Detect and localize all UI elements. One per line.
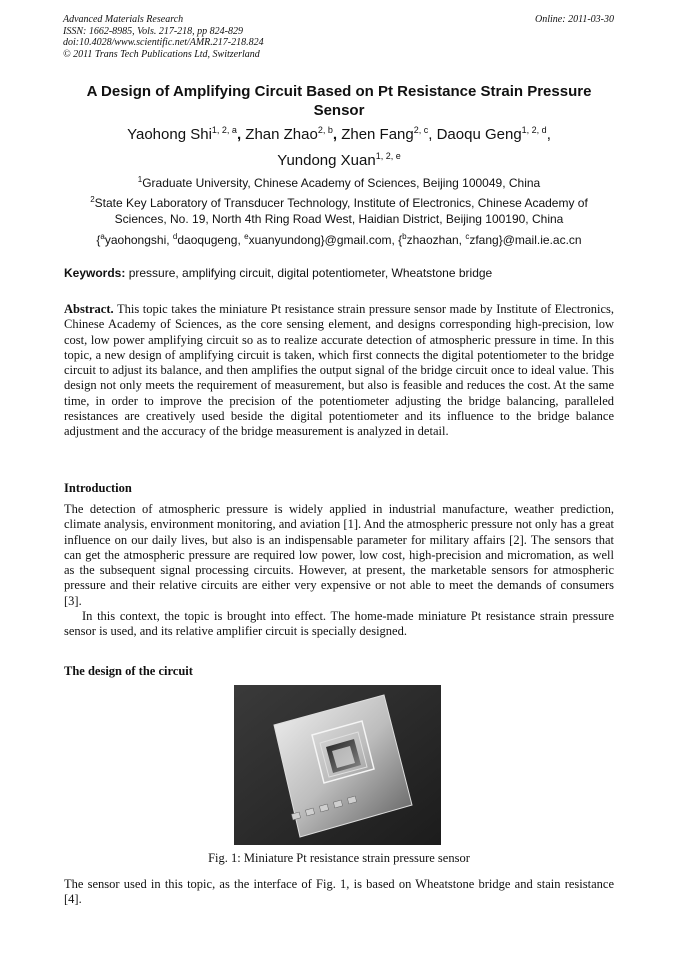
author-superscript: 1, 2, a [211,125,237,135]
affiliation-2: $^2$State Key Laboratory of Transducer Technology, Institute of Electronics, Chinese Academy of Sciences, No. 19, North 4th Ring Road West, Haidian District, Beijing 100190, China [90,195,588,226]
paragraph: The detection of atmospheric pressure is widely applied in industrial manufacture, weather prediction, climate analysis, environment monitoring, and aviation [1]. And the atmospheric pressure not only has a great influence on our daily lives, but also is an indispensable parameter for military affairs [2]. The sensors that can get the atmospheric pressure are required low power, low cost, high-precision and micromation, as well as the subsequent signal processing circuits. However, at present, the marketable sensors for atmospheric pressure and their relative circuits are either very expensive or not able to meet the demands of consumers [3]. [64,502,614,608]
author-name: Yaohong Shi [127,126,212,143]
author-superscript: 2, b [317,125,333,135]
affiliation-1: $^1$Graduate University, Chinese Academy of Sciences, Beijing 100049, China [137,175,541,190]
design-text: The sensor used in this topic, as the interface of Fig. 1, is based on Wheatstone bridge and stain resistance [4]. [64,877,614,907]
section-heading-introduction: Introduction [64,481,132,495]
author-superscript: 1, 2, d [521,125,547,135]
author-list: Yaohong Shi$^{1, 2, a}$, Zhan Zhao$^{2, b}$, Zhen Fang$^{2, c}$, Daoqu Geng$^{1, 2, d}$, Yundong Xuan$^{1, 2, e}$ [127,125,551,169]
author-name: Yundong Xuan [277,152,376,169]
abstract-label: Abstract. [64,302,114,316]
author-superscript: 2, c [413,125,429,135]
abstract [64,302,614,440]
keywords-text: pressure, amplifying circuit, digital potentiometer, Wheatstone bridge [128,266,493,280]
sensor-chip-image [234,685,441,845]
email-line: {$^a$yaohongshi, $^d$daoqugeng, $^e$xuanyundong}@gmail.com, {$^b$zhaozhan, $^c$zfang}@mail.ie.ac.cn [96,232,582,247]
paragraph: In this context, the topic is brought into effect. The home-made miniature Pt resistance strain pressure sensor is used, and its relative amplifier circuit is specially designed. [64,609,614,639]
copyright-line: © 2011 Trans Tech Publications Ltd, Switzerland [63,48,260,60]
figure-caption: Fig. 1: Miniature Pt resistance strain pressure sensor [208,851,470,865]
sensor-photo [234,685,441,845]
introduction-body [64,502,614,640]
keywords [64,266,616,280]
author-name: Zhen Fang [341,126,414,143]
issn-line: ISSN: 1662-8985, Vols. 217-218, pp 824-829 [63,25,243,37]
keywords-label: Keywords: [64,266,126,280]
paper-title: A Design of Amplifying Circuit Based on Pt Resistance Strain Pressure Sensor [86,83,592,119]
doi-line: doi:10.4028/www.scientific.net/AMR.217-218.824 [63,37,264,49]
author-superscript: 1, 2, e [375,151,401,161]
section-heading-design: The design of the circuit [64,664,193,678]
author-name: Zhan Zhao [245,126,318,143]
journal-name: Advanced Materials Research [63,14,184,25]
online-date: Online: 2011-03-30 [535,14,614,25]
journal-header [63,14,264,60]
author-name: Daoqu Geng [436,126,522,143]
abstract-text: This topic takes the miniature Pt resistance strain pressure sensor made by Institute of Electronics, Chinese Academy of Sciences, as the core sensing element, and designs corresponding high-precision, low cost, low power amplifying circuit so as to realize accurate detection of atmospheric pressure in time. In this topic, a new design of amplifying circuit is taken, which first connects the digital potentiometer to the bridge circuit to adjust its balance, and then amplifies the output signal of the bridge circuit once to ideal value. This design not only meets the requirement of measurement, but also is feasible and reduces the cost. At the same time, in order to improve the precision of the potentiometer adjusting the bridge balancing, paralleled resistances are creatively used beside the digital potentiometer and its influence to the bridge balance adjustment and the accuracy of the bridge measurement is analyzed in detail. [64,302,615,439]
